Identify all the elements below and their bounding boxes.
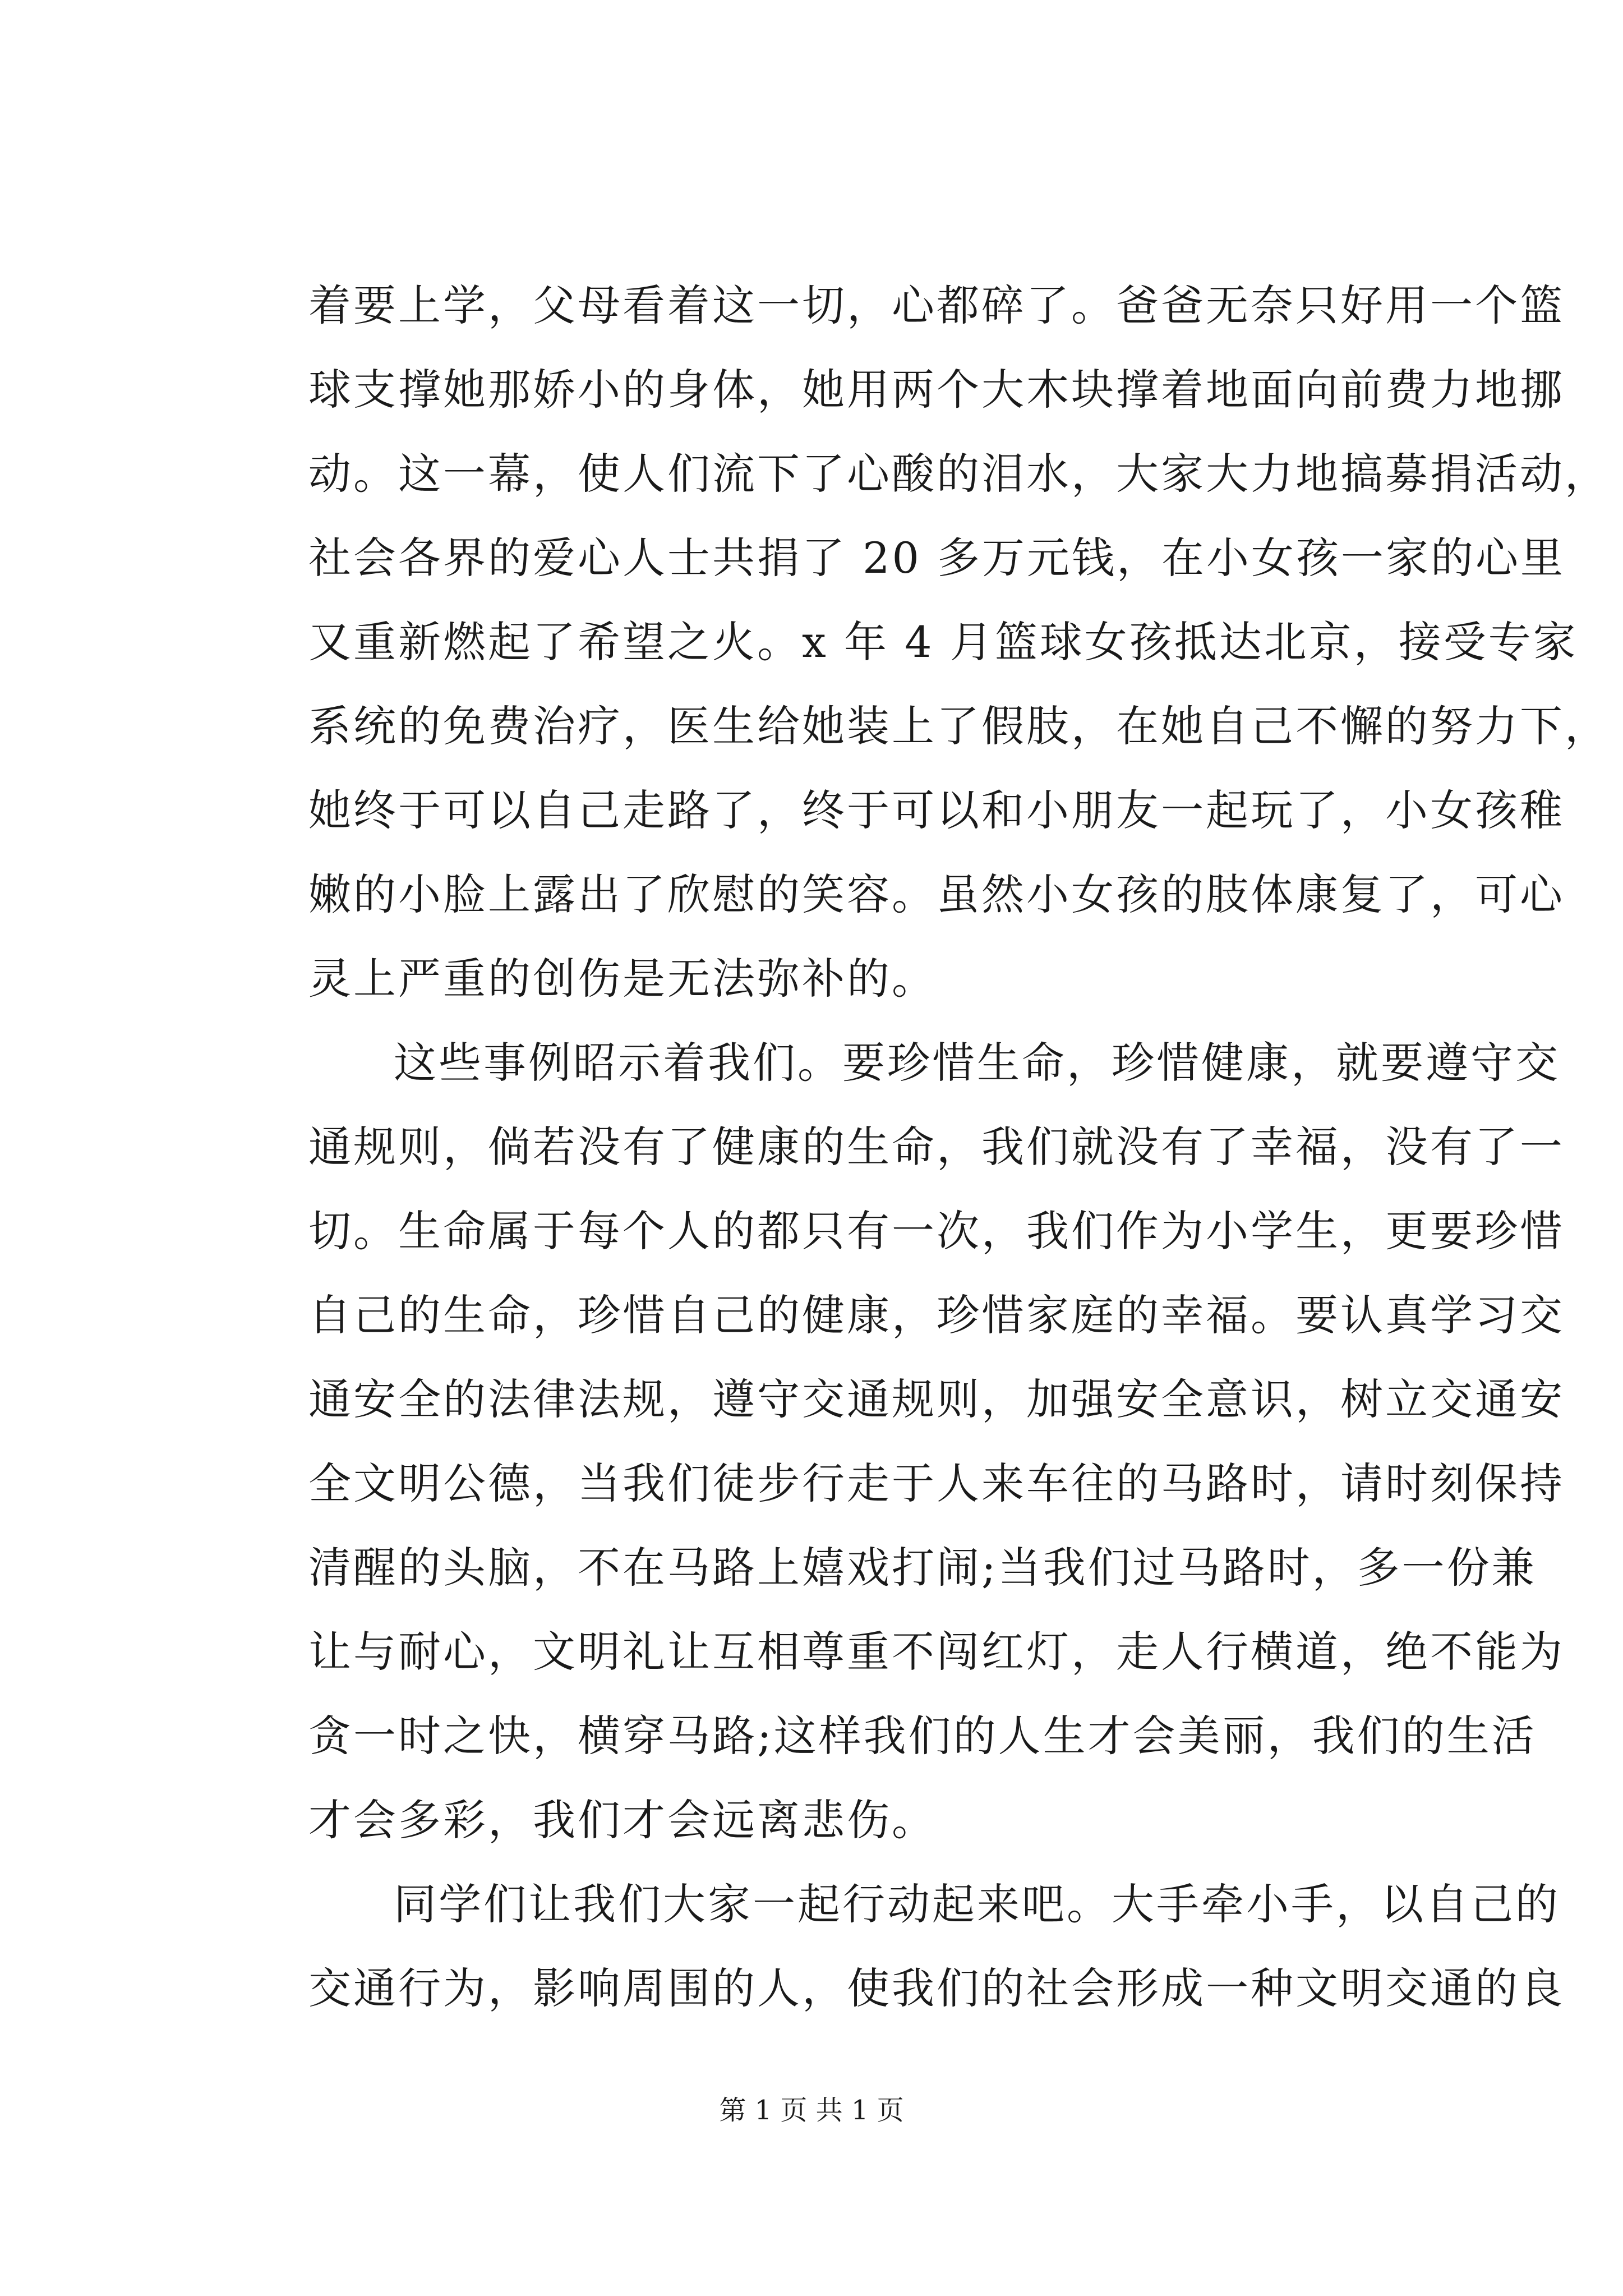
text-line: 贪一时之快，横穿马路;这样我们的人生才会美丽，我们的生活 — [308, 1711, 1537, 1761]
text-line: 交通行为，影响周围的人，使我们的社会形成一种文明交通的良 — [308, 1963, 1565, 2013]
text-line: 社会各界的爱心人士共捐了 20 多万元钱，在小女孩一家的心里 — [308, 533, 1566, 583]
text-line: 灵上严重的创伤是无法弥补的。 — [308, 954, 937, 1004]
text-line: 系统的免费治疗，医生给她装上了假肢，在她自己不懈的努力下， — [308, 701, 1610, 751]
text-line: 切。生命属于每个人的都只有一次，我们作为小学生，更要珍惜 — [308, 1206, 1565, 1256]
text-line: 着要上学，父母看着这一切，心都碎了。爸爸无奈只好用一个篮 — [308, 280, 1565, 330]
text-line: 她终于可以自己走路了，终于可以和小朋友一起玩了，小女孩稚 — [308, 785, 1565, 835]
text-line: 通规则，倘若没有了健康的生命，我们就没有了幸福，没有了一 — [308, 1122, 1565, 1172]
text-line: 嫩的小脸上露出了欣慰的笑容。虽然小女孩的肢体康复了，可心 — [308, 869, 1565, 919]
text-line: 又重新燃起了希望之火。x 年 4 月篮球女孩抵达北京，接受专家 — [308, 617, 1578, 667]
paragraph-first-line: 同学们让我们大家一起行动起来吧。大手牵小手，以自己的 — [394, 1879, 1560, 1929]
text-line: 才会多彩，我们才会远离悲伤。 — [308, 1795, 937, 1845]
text-line: 全文明公德，当我们徒步行走于人来车往的马路时，请时刻保持 — [308, 1458, 1565, 1508]
text-line: 清醒的头脑，不在马路上嬉戏打闹;当我们过马路时，多一份兼 — [308, 1543, 1537, 1593]
text-line: 自己的生命，珍惜自己的健康，珍惜家庭的幸福。要认真学习交 — [308, 1290, 1565, 1340]
text-line: 动。这一幕，使人们流下了心酸的泪水，大家大力地搞募捐活动， — [308, 449, 1610, 499]
paragraph-first-line: 这些事例昭示着我们。要珍惜生命，珍惜健康，就要遵守交 — [394, 1038, 1560, 1088]
text-line: 让与耐心，文明礼让互相尊重不闯红灯，走人行横道，绝不能为 — [308, 1627, 1565, 1677]
page-footer: 第 1 页 共 1 页 — [719, 2095, 904, 2126]
text-line: 通安全的法律法规，遵守交通规则，加强安全意识，树立交通安 — [308, 1374, 1565, 1424]
text-line: 球支撑她那娇小的身体，她用两个大木块撑着地面向前费力地挪 — [308, 365, 1565, 415]
document-body — [308, 264, 1610, 2031]
